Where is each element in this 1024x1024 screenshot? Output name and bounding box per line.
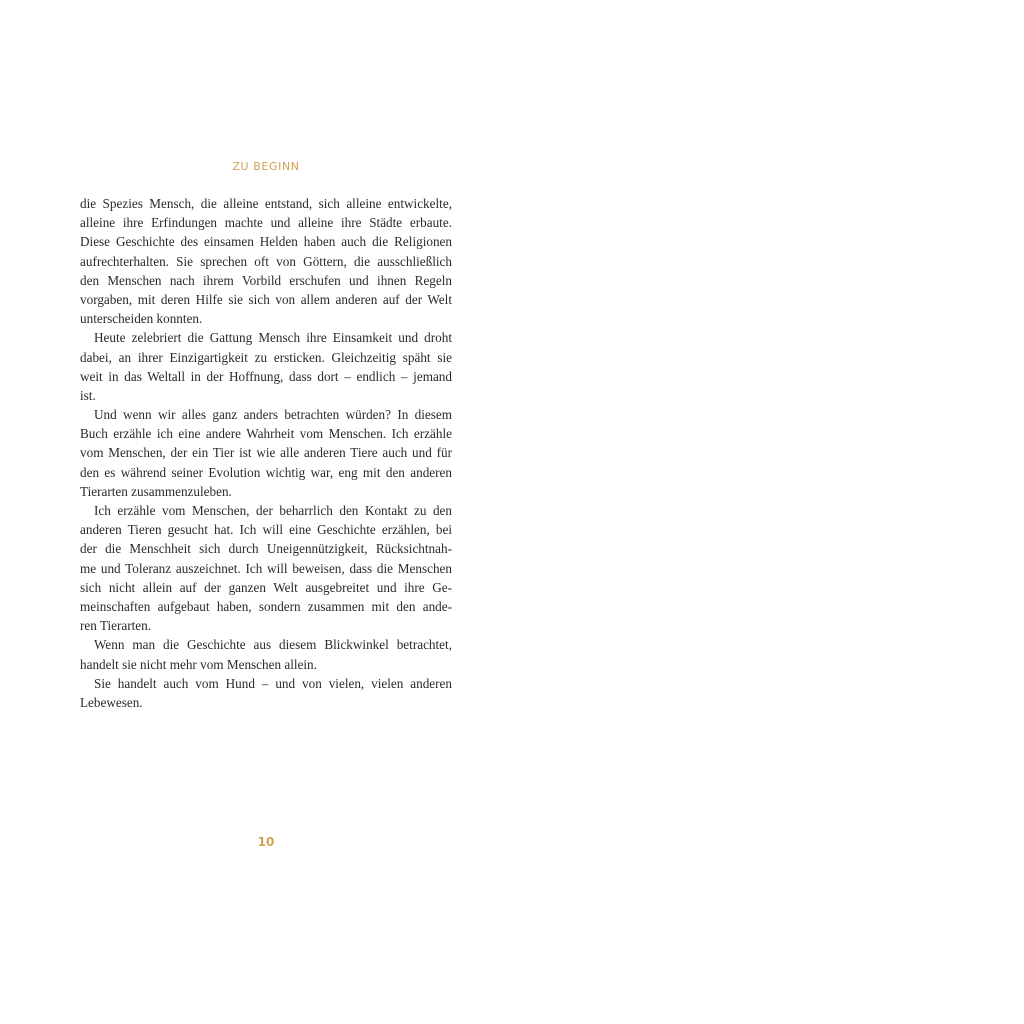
text-line: alleine ihre Erfindungen machte und alleine ihre Städte erbaute. <box>80 215 452 231</box>
text-line: Und wenn wir alles ganz anders betrachten würden? In diesem <box>94 407 452 423</box>
paragraph <box>80 194 452 328</box>
paragraph <box>80 501 452 635</box>
paragraph <box>80 328 452 405</box>
running-head: ZU BEGINN <box>232 160 300 173</box>
text-line: der die Menschheit sich durch Uneigennützigkeit, Rücksichtnah- <box>80 541 452 557</box>
text-line: weit in das Weltall in der Hoffnung, dass dort – endlich – jemand <box>80 368 452 384</box>
text-line: den Menschen nach ihrem Vorbild erschufen und ihnen Regeln <box>80 272 452 288</box>
paragraph <box>80 674 452 712</box>
text-line: vom Menschen, der ein Tier ist wie alle anderen Tiere auch und für <box>80 445 452 461</box>
text-line: anderen Tieren gesucht hat. Ich will eine Geschichte erzählen, bei <box>80 522 452 538</box>
text-line: Sie handelt auch vom Hund – und von vielen, vielen anderen <box>94 675 452 691</box>
text-line: Tierarten zusammenzuleben. <box>80 483 232 499</box>
page-number: 10 <box>257 835 275 849</box>
text-line: Ich erzähle vom Menschen, der beharrlich den Kontakt zu den <box>94 503 452 518</box>
body-text <box>80 194 452 712</box>
paragraph <box>80 405 452 501</box>
text-line: ist. <box>80 387 96 403</box>
text-line: Buch erzähle ich eine andere Wahrheit vom Menschen. Ich erzähle <box>80 426 452 442</box>
text-line: aufrechterhalten. Sie sprechen oft von Göttern, die ausschließlich <box>80 253 452 269</box>
text-line: Heute zelebriert die Gattung Mensch ihre Einsamkeit und droht <box>94 330 452 346</box>
text-line: die Spezies Mensch, die alleine entstand, sich alleine entwickelte, <box>80 196 452 211</box>
text-line: den es während seiner Evolution wichtig war, eng mit den anderen <box>80 464 452 480</box>
text-line: meinschaften aufgebaut haben, sondern zusammen mit den ande- <box>80 598 452 614</box>
text-line: ren Tierarten. <box>80 618 152 634</box>
text-line: Diese Geschichte des einsamen Helden haben auch die Religionen <box>80 234 452 250</box>
text-line: dabei, an ihrer Einzigartigkeit zu ersticken. Gleichzeitig späht sie <box>80 349 452 365</box>
text-line: handelt sie nicht mehr vom Menschen allein. <box>80 656 317 672</box>
paragraph <box>80 635 452 673</box>
text-line: Wenn man die Geschichte aus diesem Blickwinkel betrachtet, <box>94 637 452 653</box>
text-line: unterscheiden konnten. <box>80 311 203 327</box>
text-line: vorgaben, mit deren Hilfe sie sich von allem anderen auf der Welt <box>80 291 452 307</box>
text-line: Lebewesen. <box>80 694 143 710</box>
text-line: me und Toleranz auszeichnet. Ich will beweisen, dass die Menschen <box>80 560 452 576</box>
text-line: sich nicht allein auf der ganzen Welt ausgebreitet und ihre Ge- <box>80 579 452 595</box>
